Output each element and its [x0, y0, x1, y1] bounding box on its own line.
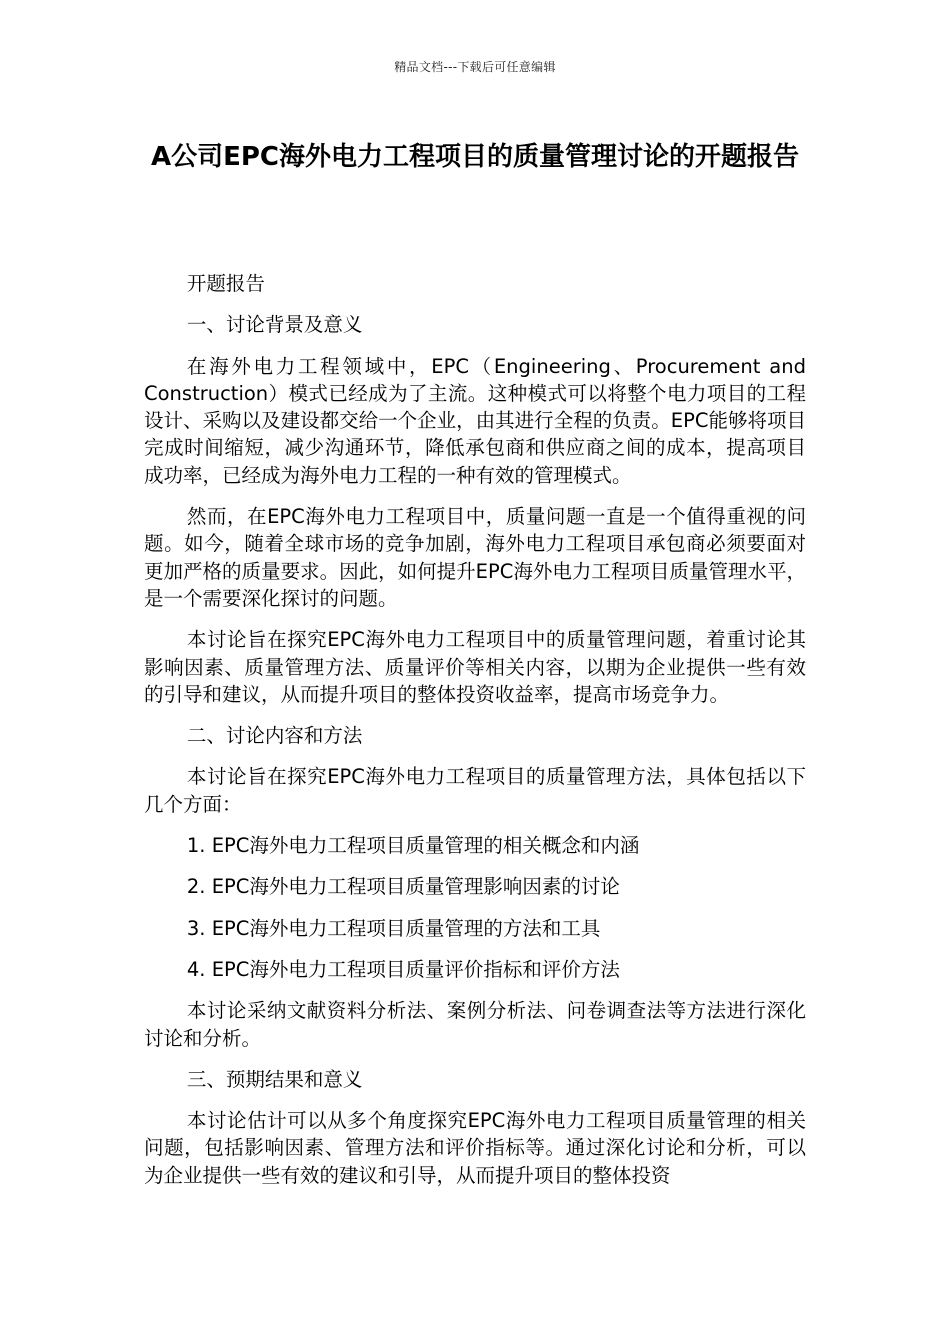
list-item: 4. EPC海外电力工程项目质量评价指标和评价方法: [186, 957, 620, 981]
section-heading: 一、讨论背景及意义: [186, 313, 363, 337]
list-item: 2. EPC海外电力工程项目质量管理影响因素的讨论: [186, 875, 620, 899]
body-paragraph: 本讨论旨在探究EPC海外电力工程项目中的质量管理问题，着重讨论其影响因素、质量管理方法、质量评价等相关内容，以期为企业提供一些有效的引导和建议，从而提升项目的整体投资收益率，提高市场竞争力。: [144, 628, 806, 706]
list-item: 1. EPC海外电力工程项目质量管理的相关概念和内涵: [186, 834, 640, 858]
body-paragraph: 在海外电力工程领域中，EPC（Engineering、Procurement and Construction）模式已经成为了主流。这种模式可以将整个电力项目的工程设计、采购以及建设都交给一个企业，由其进行全程的负责。EPC能够将项目完成时间缩短，减少沟通环节，降低承包商和供应商之间的成本，提高项目成功率，已经成为海外电力工程的一种有效的管理模式。: [144, 354, 806, 487]
document-title: A公司EPC海外电力工程项目的质量管理讨论的开题报告: [150, 142, 800, 172]
body-paragraph: 本讨论估计可以从多个角度探究EPC海外电力工程项目质量管理的相关问题，包括影响因素、管理方法和评价指标等。通过深化讨论和分析，可以为企业提供一些有效的建议和引导，从而提升项目的整体投资: [144, 1109, 806, 1187]
body-paragraph: 本讨论采纳文献资料分析法、案例分析法、问卷调查法等方法进行深化讨论和分析。: [144, 999, 806, 1050]
list-item: 3. EPC海外电力工程项目质量管理的方法和工具: [186, 916, 601, 940]
section-heading: 三、预期结果和意义: [186, 1067, 363, 1091]
body-paragraph: 本讨论旨在探究EPC海外电力工程项目的质量管理方法，具体包括以下几个方面：: [144, 765, 806, 816]
document-body: [144, 270, 806, 1203]
body-paragraph: 然而，在EPC海外电力工程项目中，质量问题一直是一个值得重视的问题。如今，随着全球市场的竞争加剧，海外电力工程项目承包商必须要面对更加严格的质量要求。因此，如何提升EPC海外电力工程项目质量管理水平，是一个需要深化探讨的问题。: [144, 505, 806, 610]
section-heading: 二、讨论内容和方法: [186, 724, 363, 748]
header-note: 精品文档---下载后可任意编辑: [394, 60, 556, 74]
section-heading: 开题报告: [186, 272, 265, 295]
